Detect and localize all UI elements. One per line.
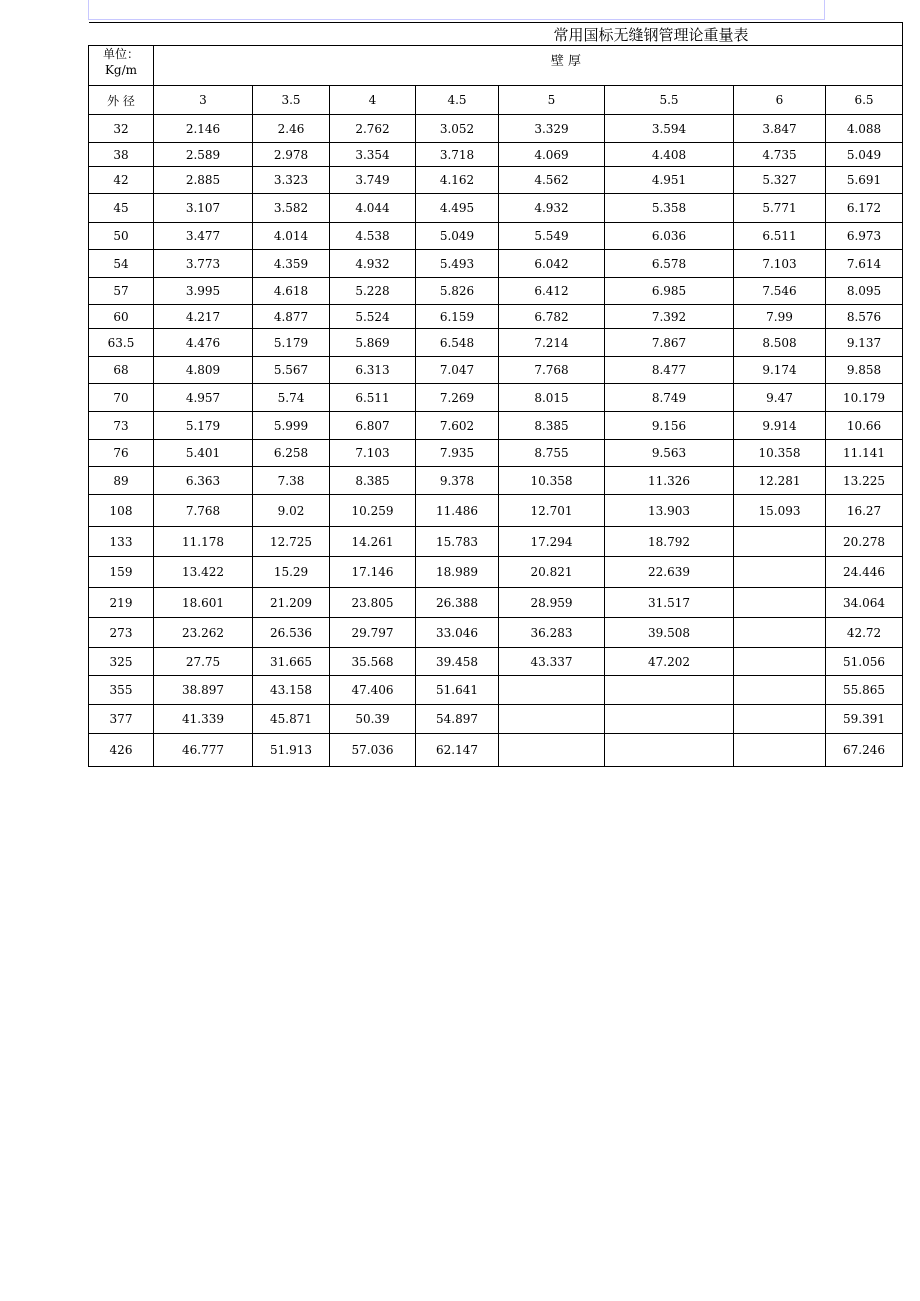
weight-cell: 6.807 [330,412,416,440]
weight-cell: 59.391 [826,705,903,734]
weight-cell: 51.056 [826,648,903,676]
weight-cell: 54.897 [416,705,499,734]
weight-cell: 7.047 [416,357,499,384]
table-title: 常用国标无缝钢管理论重量表 [553,25,749,44]
overflow-cell [903,557,904,588]
table-row [89,412,904,440]
weight-cell: 9.47 [734,384,826,412]
weight-cell: 12.725 [253,527,330,557]
weight-cell: 22.639 [605,557,734,588]
weight-cell: 7.214 [499,329,605,357]
overflow-cell [903,384,904,412]
table-row [89,527,904,557]
overflow-cell [903,588,904,618]
weight-cell: 6.313 [330,357,416,384]
weight-cell: 4.495 [416,194,499,223]
weight-cell: 43.337 [499,648,605,676]
steel-pipe-weight-table [88,22,903,767]
table-row [89,495,904,527]
weight-cell: 3.718 [416,143,499,167]
unit-label: 单位： [102,47,139,61]
weight-cell: 3.354 [330,143,416,167]
weight-cell: 5.401 [154,440,253,467]
weight-cell: 3.749 [330,167,416,194]
weight-cell: 20.821 [499,557,605,588]
outer-diameter-cell: 45 [89,194,154,223]
overflow-cell [903,527,904,557]
weight-cell: 8.749 [605,384,734,412]
table-row [89,557,904,588]
thickness-header: 3 [154,86,253,115]
weight-cell: 6.172 [826,194,903,223]
outer-diameter-cell: 219 [89,588,154,618]
weight-cell: 18.989 [416,557,499,588]
overflow-cell [903,357,904,384]
weight-cell [499,705,605,734]
weight-cell: 5.179 [154,412,253,440]
weight-cell: 20.278 [826,527,903,557]
overflow-cell [903,440,904,467]
table-row [89,223,904,250]
weight-cell: 3.052 [416,115,499,143]
sheet-top-frame [88,0,825,20]
weight-cell: 5.327 [734,167,826,194]
weight-cell: 4.359 [253,250,330,278]
weight-cell: 13.225 [826,467,903,495]
weight-cell: 3.594 [605,115,734,143]
weight-cell: 39.508 [605,618,734,648]
title-cell [89,23,903,46]
weight-cell: 4.957 [154,384,253,412]
weight-cell: 3.323 [253,167,330,194]
weight-cell: 23.262 [154,618,253,648]
weight-cell: 6.159 [416,305,499,329]
overflow-cell [903,329,904,357]
table-row [89,440,904,467]
weight-cell: 9.137 [826,329,903,357]
weight-cell: 9.156 [605,412,734,440]
weight-cell: 11.326 [605,467,734,495]
weight-cell: 3.582 [253,194,330,223]
table-row [89,329,904,357]
weight-cell: 4.408 [605,143,734,167]
table-row [89,194,904,223]
weight-cell: 6.548 [416,329,499,357]
weight-cell [734,734,826,767]
thickness-header: 5 [499,86,605,115]
weight-cell [499,676,605,705]
weight-cell: 4.951 [605,167,734,194]
weight-cell: 4.476 [154,329,253,357]
weight-cell: 12.701 [499,495,605,527]
wall-thickness-header [154,46,903,86]
weight-cell: 7.103 [734,250,826,278]
weight-cell: 7.546 [734,278,826,305]
unit-cell [89,46,154,86]
weight-cell [734,557,826,588]
weight-cell: 3.995 [154,278,253,305]
weight-cell [734,588,826,618]
weight-cell: 3.773 [154,250,253,278]
outer-diameter-header: 外 径 [89,86,154,115]
weight-cell: 5.049 [416,223,499,250]
weight-cell: 18.792 [605,527,734,557]
weight-cell: 4.618 [253,278,330,305]
table-row [89,167,904,194]
weight-cell: 67.246 [826,734,903,767]
outer-diameter-cell: 32 [89,115,154,143]
weight-cell: 5.549 [499,223,605,250]
outer-diameter-cell: 377 [89,705,154,734]
weight-cell: 6.578 [605,250,734,278]
weight-cell: 9.02 [253,495,330,527]
weight-cell: 8.385 [330,467,416,495]
weight-cell [499,734,605,767]
weight-cell: 7.103 [330,440,416,467]
weight-cell: 11.178 [154,527,253,557]
weight-cell: 8.755 [499,440,605,467]
weight-cell: 34.064 [826,588,903,618]
weight-cell: 5.869 [330,329,416,357]
thickness-header: 6 [734,86,826,115]
outer-diameter-cell: 60 [89,305,154,329]
table-row [89,588,904,618]
weight-cell: 5.179 [253,329,330,357]
weight-cell: 4.088 [826,115,903,143]
overflow-cell [903,734,904,767]
weight-cell: 5.74 [253,384,330,412]
weight-cell: 5.493 [416,250,499,278]
weight-cell: 31.665 [253,648,330,676]
weight-cell [734,648,826,676]
outer-diameter-cell: 38 [89,143,154,167]
weight-cell: 3.107 [154,194,253,223]
weight-cell: 28.959 [499,588,605,618]
thickness-header: 5.5 [605,86,734,115]
weight-cell: 50.39 [330,705,416,734]
table-row [89,705,904,734]
weight-cell: 2.589 [154,143,253,167]
weight-cell: 62.147 [416,734,499,767]
weight-cell: 45.871 [253,705,330,734]
overflow-cell [903,223,904,250]
weight-cell: 27.75 [154,648,253,676]
weight-cell: 8.576 [826,305,903,329]
outer-diameter-cell: 108 [89,495,154,527]
weight-cell: 8.095 [826,278,903,305]
weight-cell: 13.903 [605,495,734,527]
weight-cell: 18.601 [154,588,253,618]
outer-diameter-cell: 54 [89,250,154,278]
weight-cell [605,734,734,767]
table-row [89,734,904,767]
weight-cell: 7.768 [499,357,605,384]
weight-cell: 6.042 [499,250,605,278]
weight-cell: 5.826 [416,278,499,305]
table-row [89,384,904,412]
weight-cell: 4.932 [330,250,416,278]
weight-cell: 4.809 [154,357,253,384]
weight-cell: 57.036 [330,734,416,767]
weight-cell [734,618,826,648]
weight-cell: 8.015 [499,384,605,412]
weight-cell [734,527,826,557]
weight-cell: 35.568 [330,648,416,676]
outer-diameter-cell: 355 [89,676,154,705]
weight-cell: 13.422 [154,557,253,588]
weight-cell: 21.209 [253,588,330,618]
weight-cell: 10.358 [499,467,605,495]
weight-cell: 10.259 [330,495,416,527]
weight-cell: 4.932 [499,194,605,223]
weight-cell: 36.283 [499,618,605,648]
overflow-cell [903,194,904,223]
weight-cell: 46.777 [154,734,253,767]
table-row [89,143,904,167]
weight-cell: 4.538 [330,223,416,250]
outer-diameter-cell: 68 [89,357,154,384]
weight-cell: 7.602 [416,412,499,440]
weight-cell: 4.069 [499,143,605,167]
table-row [89,467,904,495]
weight-cell: 4.562 [499,167,605,194]
weight-cell: 15.093 [734,495,826,527]
weight-cell: 39.458 [416,648,499,676]
weight-cell: 17.146 [330,557,416,588]
outer-diameter-cell: 42 [89,167,154,194]
overflow-cell [903,278,904,305]
overflow-cell [903,676,904,705]
weight-cell: 5.524 [330,305,416,329]
weight-cell: 4.735 [734,143,826,167]
weight-cell: 9.563 [605,440,734,467]
weight-cell: 2.885 [154,167,253,194]
weight-cell: 14.261 [330,527,416,557]
weight-cell: 23.805 [330,588,416,618]
weight-cell: 4.217 [154,305,253,329]
thickness-header: 4.5 [416,86,499,115]
outer-diameter-cell: 89 [89,467,154,495]
outer-diameter-cell: 159 [89,557,154,588]
weight-cell: 9.858 [826,357,903,384]
overflow-cell [903,412,904,440]
weight-cell: 2.762 [330,115,416,143]
weight-cell: 7.38 [253,467,330,495]
weight-cell: 9.378 [416,467,499,495]
wall-thickness-label: 壁 厚 [550,54,582,69]
weight-cell: 24.446 [826,557,903,588]
weight-cell: 5.567 [253,357,330,384]
outer-diameter-cell: 50 [89,223,154,250]
weight-cell: 6.511 [330,384,416,412]
unit-value: Kg/m [104,63,138,77]
weight-cell: 10.179 [826,384,903,412]
weight-cell: 2.46 [253,115,330,143]
weight-cell: 4.162 [416,167,499,194]
outer-diameter-cell: 63.5 [89,329,154,357]
overflow-cell [903,143,904,167]
weight-cell: 10.66 [826,412,903,440]
outer-diameter-cell: 325 [89,648,154,676]
weight-cell: 4.044 [330,194,416,223]
weight-cell: 41.339 [154,705,253,734]
weight-cell: 9.174 [734,357,826,384]
weight-cell: 6.412 [499,278,605,305]
overflow-cell [903,495,904,527]
weight-cell: 3.329 [499,115,605,143]
weight-cell: 7.99 [734,305,826,329]
weight-cell: 6.985 [605,278,734,305]
outer-diameter-cell: 57 [89,278,154,305]
weight-cell: 5.358 [605,194,734,223]
weight-cell: 6.363 [154,467,253,495]
weight-cell: 7.392 [605,305,734,329]
weight-cell: 6.036 [605,223,734,250]
table-row [89,115,904,143]
table-row [89,648,904,676]
weight-cell: 6.973 [826,223,903,250]
weight-cell: 6.511 [734,223,826,250]
weight-cell: 10.358 [734,440,826,467]
weight-cell: 5.691 [826,167,903,194]
weight-cell: 7.935 [416,440,499,467]
outer-diameter-cell: 73 [89,412,154,440]
weight-cell: 15.29 [253,557,330,588]
weight-cell: 8.508 [734,329,826,357]
weight-cell: 3.477 [154,223,253,250]
outer-diameter-cell: 273 [89,618,154,648]
outer-diameter-cell: 426 [89,734,154,767]
weight-cell: 12.281 [734,467,826,495]
weight-cell: 5.228 [330,278,416,305]
weight-cell: 4.014 [253,223,330,250]
weight-cell: 38.897 [154,676,253,705]
overflow-cell [903,305,904,329]
weight-cell: 2.978 [253,143,330,167]
weight-cell: 33.046 [416,618,499,648]
weight-cell: 3.847 [734,115,826,143]
weight-cell: 29.797 [330,618,416,648]
weight-cell: 51.913 [253,734,330,767]
outer-diameter-cell: 76 [89,440,154,467]
overflow-cell [903,250,904,278]
thickness-header: 3.5 [253,86,330,115]
weight-cell: 26.388 [416,588,499,618]
weight-cell: 17.294 [499,527,605,557]
weight-cell: 7.614 [826,250,903,278]
weight-cell: 15.783 [416,527,499,557]
overflow-cell [903,467,904,495]
weight-cell: 6.258 [253,440,330,467]
weight-cell: 4.877 [253,305,330,329]
weight-cell: 47.406 [330,676,416,705]
weight-cell: 43.158 [253,676,330,705]
overflow-cell [903,705,904,734]
table-row [89,618,904,648]
weight-cell: 16.27 [826,495,903,527]
weight-cell: 2.146 [154,115,253,143]
weight-cell: 42.72 [826,618,903,648]
overflow-cell [903,167,904,194]
weight-cell: 6.782 [499,305,605,329]
thickness-header: 6.5 [826,86,903,115]
table-row [89,357,904,384]
weight-cell: 11.486 [416,495,499,527]
overflow-cell [903,648,904,676]
weight-cell: 7.867 [605,329,734,357]
overflow-cell [903,115,904,143]
weight-cell: 9.914 [734,412,826,440]
thickness-header: 4 [330,86,416,115]
weight-cell: 5.999 [253,412,330,440]
table-row [89,250,904,278]
table-row [89,278,904,305]
table-row [89,676,904,705]
weight-cell [605,676,734,705]
weight-cell: 31.517 [605,588,734,618]
weight-cell: 7.269 [416,384,499,412]
weight-cell: 7.768 [154,495,253,527]
weight-cell: 55.865 [826,676,903,705]
weight-cell: 47.202 [605,648,734,676]
thickness-header-overflow [903,86,904,115]
outer-diameter-cell: 133 [89,527,154,557]
weight-cell: 8.477 [605,357,734,384]
weight-cell: 8.385 [499,412,605,440]
weight-cell [734,705,826,734]
weight-cell: 26.536 [253,618,330,648]
outer-diameter-cell: 70 [89,384,154,412]
table-row [89,305,904,329]
weight-cell [734,676,826,705]
weight-cell [605,705,734,734]
weight-cell: 5.771 [734,194,826,223]
overflow-cell [903,618,904,648]
weight-cell: 11.141 [826,440,903,467]
weight-cell: 51.641 [416,676,499,705]
weight-cell: 5.049 [826,143,903,167]
